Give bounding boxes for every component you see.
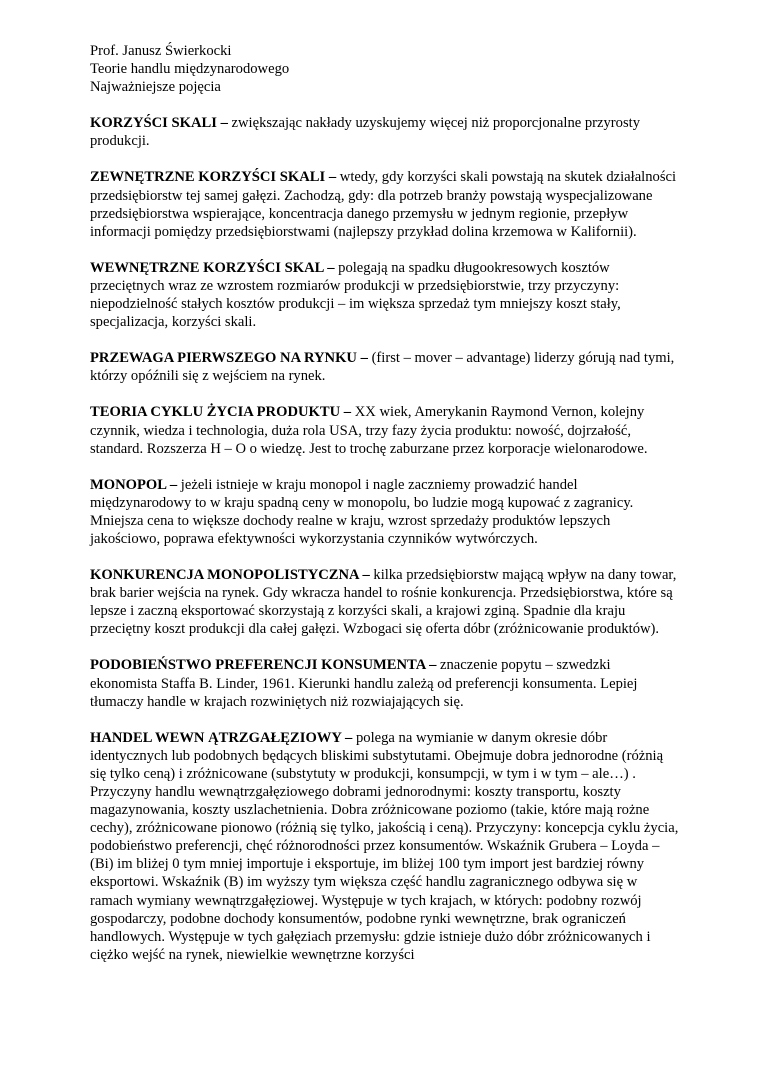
entry-term: ZEWNĘTRZNE KORZYŚCI SKALI –	[90, 169, 337, 186]
entry-text: zwiększając nakłady uzyskujemy więcej niż proporcjonalne przyrosty produkcji.	[90, 115, 640, 150]
entry-text: polega na wymianie w danym okresie dóbr identycznych lub podobnych będących bliskimi substytutami. Obejmuje dobra jednorodne (różnią się tylko ceną) i zróżnicowane (substytuty w produkcji, konsumpcji, w tym i w tym – ale…) . Przyczyny handlu wewnątrzgałęziowego dobrami jednorodnymi: koszty transportu, koszty magazynowania, koszty uszlachetnienia. Dobra zróżnicowane poziomo (takie, które mają rożne cechy), zróżnicowane pionowo (różnią się tylko, jakością i ceną). Przyczyny: koncepcja cyklu życia, podobieństwo preferencji, chęć różnorodności przez konsumentów. Wskaźnik Grubera – Loyda – (Bi) im bliżej 0 tym mniej importuje i eksportuje, im bliżej 100 tym import jest bardziej równy eksportowi. Wskaźnik (B) im wyższy tym większa część handlu zagranicznego odbywa się w ramach wymiany wewnątrzgałęziowej. Występuje w tych krajach, w których: podobny rozwój gospodarczy, podobne dochody konsumentów, podobne rynki wewnętrzne, brak ograniczeń handlowych. Występuje w tych gałęziach przemysłu: gdzie istnieje dużo dóbr zróżnicowanych i ciężko wejść na rynek, niewielkie wewnętrzne korzyści	[90, 729, 679, 963]
entry-zewnetrzne-korzysci-skali	[90, 168, 680, 240]
document-page	[90, 42, 680, 982]
entry-podobienstwo-preferencji	[90, 656, 680, 710]
entry-text: (first – mover – advantage) liderzy górują nad tymi, którzy opóźnili się z wejściem na rynek.	[90, 350, 675, 385]
entry-cykl-zycia-produktu	[90, 403, 680, 457]
course-title: Teorie handlu międzynarodowego	[90, 61, 290, 78]
entry-konkurencja-monopolistyczna	[90, 566, 680, 638]
entry-term: HANDEL WEWN ĄTRZGAŁĘZIOWY –	[90, 729, 353, 746]
entry-text: XX wiek, Amerykanin Raymond Vernon, kolejny czynnik, wiedza i technologia, duża rola USA, trzy fazy życia produktu: nowość, dojrzałość, standard. Rozszerza H – O o wiedzę. Jest to trochę zaburzane przez korporacje wielonarodowe.	[90, 404, 648, 457]
entry-text: polegają na spadku długookresowych kosztów przeciętnych wraz ze wzrostem rozmiarów produkcji w przedsiębiorstwie, trzy przyczyny: niepodzielność stałych kosztów produkcji – im większa sprzedaż tym mniejszy koszt stały, specjalizacja, korzyści skali.	[90, 259, 621, 331]
entry-korzysci-skali	[90, 114, 680, 150]
document-header	[90, 42, 680, 96]
entry-term: KONKURENCJA MONOPOLISTYCZNA –	[90, 567, 370, 584]
entry-monopol	[90, 476, 680, 548]
author-line: Prof. Janusz Świerkocki	[90, 43, 232, 59]
entry-przewaga-pierwszego	[90, 349, 680, 385]
entry-wewnetrzne-korzysci-skali	[90, 259, 680, 331]
entry-handel-wewnatrzgaleziowy	[90, 729, 680, 964]
entry-text: znaczenie popytu – szwedzki ekonomista Staffa B. Linder, 1961. Kierunki handlu zależą od preferencji konsumenta. Lepiej tłumaczy handle w krajach rozwiniętych niż rozwiajających się.	[90, 657, 638, 710]
entry-term: PRZEWAGA PIERWSZEGO NA RYNKU –	[90, 350, 368, 367]
document-subtitle: Najważniejsze pojęcia	[90, 79, 221, 96]
entry-term: KORZYŚCI SKALI –	[90, 115, 228, 132]
entry-term: WEWNĘTRZNE KORZYŚCI SKAL –	[90, 259, 335, 276]
entry-text: wtedy, gdy korzyści skali powstają na skutek działalności przedsiębiorstw tej samej gałęzi. Zachodzą, gdy: dla potrzeb branży powstają wyspecjalizowane przedsiębiorstwa wspierające, koncentracja danego przemysłu w jednym regionie, przepływ informacji pomiędzy przedsiębiorstwami (najlepszy przykład dolina krzemowa w Kalifornii).	[90, 169, 677, 240]
entry-term: PODOBIEŃSTWO PREFERENCJI KONSUMENTA –	[90, 657, 437, 674]
entry-term: TEORIA CYKLU ŻYCIA PRODUKTU –	[90, 404, 352, 421]
entry-text: jeżeli istnieje w kraju monopol i nagle zaczniemy prowadzić handel międzynarodowy to w kraju spadną ceny w monopolu, bo ludzie mogą kupować z zagranicy. Mniejsza cena to większe dochody realne w kraju, wzrost sprzedaży produktów lepszych jakościowo, poprawa efektywności wykorzystania czynników wytwórczych.	[90, 476, 634, 547]
entry-term: MONOPOL –	[90, 476, 178, 493]
entry-text: kilka przedsiębiorstw mającą wpływ na dany towar, brak barier wejścia na rynek. Gdy wkracza handel to rośnie konkurencja. Przedsiębiorstwa, które są lepsze i zaczną eksportować skorzystają z korzyści skali, a krajowi zginą. Spadnie dla kraju przeciętny koszt produkcji dla całej gałęzi. Wzbogaci się oferta dóbr (zróżnicowanie produktów).	[90, 567, 677, 638]
